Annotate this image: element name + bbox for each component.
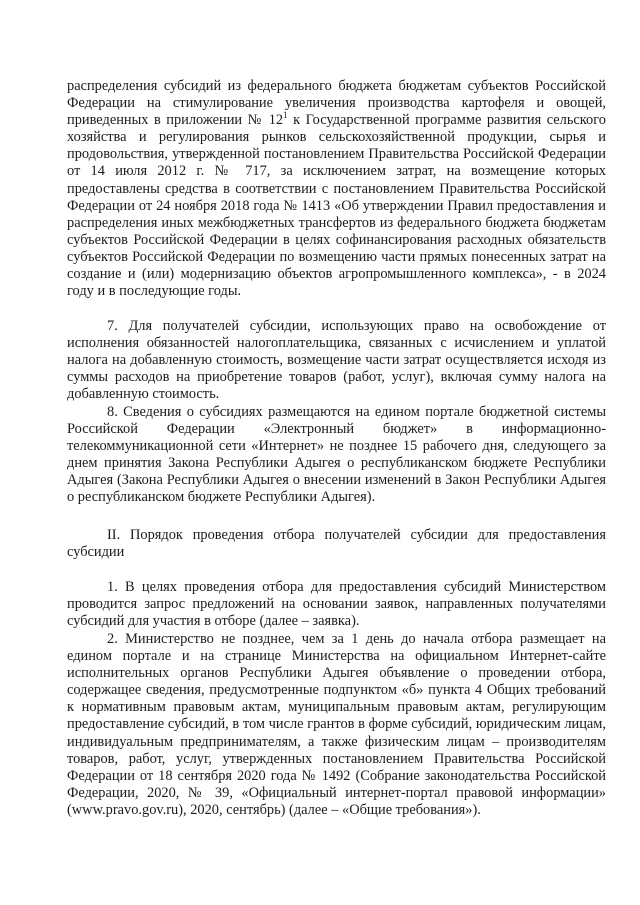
paragraph-7: 7. Для получателей субсидии, использующих право на освобождение от исполнения обязанностей налогоплательщика, связанных с исчислением и уплатой налога на добавленную стоимость, возмещение части затрат осуществляется исходя из суммы расходов на приобретение товаров (работ, услуг), включая сумму налога на добавленную стоимость. (67, 318, 606, 403)
section-heading: II. Порядок проведения отбора получателей субсидии для предоставления субсидии (67, 527, 606, 561)
intro-text-part-1: распределения субсидий из федерального бюджета бюджетам субъектов Российской Федерации на стимулирование увеличения производства картофеля и овощей, приведенных в приложении № 12 (67, 78, 606, 129)
appendix-superscript: 1 (283, 110, 288, 121)
intro-paragraph (67, 78, 606, 300)
intro-text-part-2: к Государственной программе развития сельского хозяйства и регулирования рынков сельскохозяйственной продукции, сырья и продовольствия, утвержденной постановлением Правительства Российской Федерации от 14 июля 2012 г. № 717, за исключением затрат, на возмещение которых предоставлены средства в соответствии с постановлением Правительства Российской Федерации от 24 ноября 2018 года № 1413 «Об утверждении Правил предоставления и распределения иных межбюджетных трансфертов из федерального бюджета бюджетам субъектов Российской Федерации в целях софинансирования расходных обязательств субъектов Российской Федерации по возмещению части прямых понесенных затрат на создание и (или) модернизацию объектов агропромышленного комплекса», - в 2024 году и в последующие годы. (67, 112, 606, 300)
paragraph-8: 8. Сведения о субсидиях размещаются на едином портале бюджетной системы Российской Федерации «Электронный бюджет» в информационно-телекоммуникационной сети «Интернет» не позднее 15 рабочего дня, следующего за днем принятия Закона Республики Адыгея о республиканском бюджете Республики Адыгея (Закона Республики Адыгея о внесении изменений в Закон Республики Адыгея о республиканском бюджете Республики Адыгея). (67, 404, 606, 506)
section-item-2: 2. Министерство не позднее, чем за 1 день до начала отбора размещает на едином портале и на странице Министерства на официальном Интернет-сайте исполнительных органов Республики Адыгея объявление о проведении отбора, содержащее сведения, предусмотренные подпунктом «б» пункта 4 Общих требований к нормативным правовым актам, муниципальным правовым актам, регулирующим предоставление субсидий, в том числе грантов в форме субсидий, юридическим лицам, индивидуальным предпринимателям, а также физическим лицам – производителям товаров, работ, услуг, утвержденных постановлением Правительства Российской Федерации от 18 сентября 2020 года № 1492 (Собрание законодательства Российской Федерации, 2020, № 39, «Официальный интернет-портал правовой информации» (www.pravo.gov.ru), 2020, сентябрь) (далее – «Общие требования»). (67, 631, 606, 818)
section-item-1: 1. В целях проведения отбора для предоставления субсидий Министерством проводится запрос предложений на основании заявок, направленных получателями субсидий для участия в отборе (далее – заявка). (67, 579, 606, 630)
